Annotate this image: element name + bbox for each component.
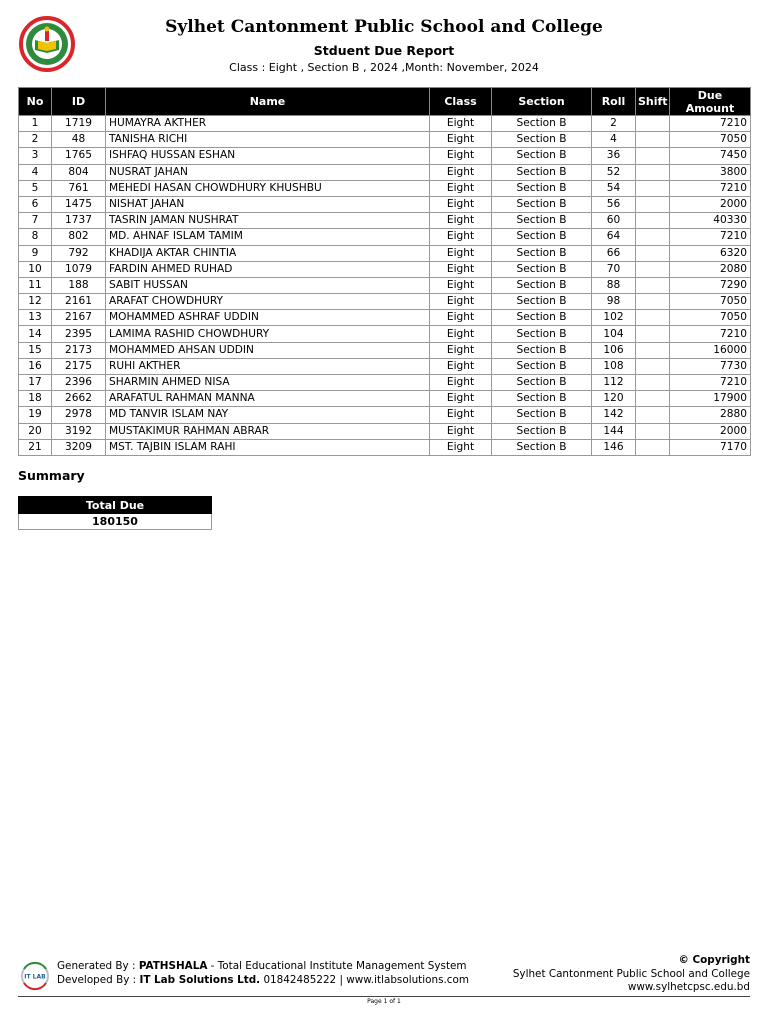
row-shift: [636, 132, 670, 148]
table-row: [19, 375, 751, 391]
table-row: [19, 407, 751, 423]
row-section: Section B: [492, 294, 592, 310]
row-name: ARAFAT CHOWDHURY: [106, 294, 430, 310]
row-due-amount: 7730: [670, 358, 751, 374]
footer-divider: [18, 996, 750, 997]
row-name: MD TANVIR ISLAM NAY: [106, 407, 430, 423]
column-header-section: Section: [492, 88, 592, 116]
row-shift: [636, 213, 670, 229]
row-due-amount: 7450: [670, 148, 751, 164]
summary-title: Summary: [18, 468, 85, 483]
row-due-amount: 16000: [670, 342, 751, 358]
table-row: [19, 310, 751, 326]
column-header-class: Class: [430, 88, 492, 116]
row-shift: [636, 375, 670, 391]
table-row: [19, 116, 751, 132]
row-roll: 144: [592, 423, 636, 439]
table-row: [19, 213, 751, 229]
row-id: 761: [52, 180, 106, 196]
row-section: Section B: [492, 358, 592, 374]
total-due-label: Total Due: [19, 497, 212, 514]
row-name: KHADIJA AKTAR CHINTIA: [106, 245, 430, 261]
row-no: 20: [19, 423, 52, 439]
row-roll: 70: [592, 261, 636, 277]
row-name: ARAFATUL RAHMAN MANNA: [106, 391, 430, 407]
row-roll: 88: [592, 277, 636, 293]
itlab-logo: [18, 961, 52, 991]
row-id: 1475: [52, 196, 106, 212]
page-number: Page 1 of 1: [367, 998, 401, 1005]
row-name: TASRIN JAMAN NUSHRAT: [106, 213, 430, 229]
row-section: Section B: [492, 164, 592, 180]
row-roll: 108: [592, 358, 636, 374]
table-row: [19, 196, 751, 212]
row-class: Eight: [430, 116, 492, 132]
row-due-amount: 2880: [670, 407, 751, 423]
developed-by-line: [57, 973, 469, 987]
column-header-due-amount: Due Amount: [670, 88, 751, 116]
row-section: Section B: [492, 310, 592, 326]
row-no: 19: [19, 407, 52, 423]
row-shift: [636, 164, 670, 180]
row-no: 16: [19, 358, 52, 374]
row-no: 4: [19, 164, 52, 180]
row-id: 3192: [52, 423, 106, 439]
row-shift: [636, 148, 670, 164]
row-class: Eight: [430, 294, 492, 310]
table-row: [19, 358, 751, 374]
row-due-amount: 2000: [670, 196, 751, 212]
row-class: Eight: [430, 342, 492, 358]
row-roll: 2: [592, 116, 636, 132]
row-section: Section B: [492, 261, 592, 277]
row-class: Eight: [430, 196, 492, 212]
row-name: FARDIN AHMED RUHAD: [106, 261, 430, 277]
row-roll: 56: [592, 196, 636, 212]
row-id: 1765: [52, 148, 106, 164]
row-roll: 106: [592, 342, 636, 358]
row-section: Section B: [492, 132, 592, 148]
row-roll: 146: [592, 439, 636, 455]
table-row: [19, 245, 751, 261]
row-no: 6: [19, 196, 52, 212]
row-due-amount: 7050: [670, 310, 751, 326]
row-section: Section B: [492, 213, 592, 229]
row-id: 1719: [52, 116, 106, 132]
table-row: [19, 439, 751, 455]
copyright-label: © Copyright: [678, 954, 750, 966]
row-due-amount: 2000: [670, 423, 751, 439]
row-name: MEHEDI HASAN CHOWDHURY KHUSHBU: [106, 180, 430, 196]
row-id: 48: [52, 132, 106, 148]
row-section: Section B: [492, 196, 592, 212]
row-shift: [636, 342, 670, 358]
row-shift: [636, 326, 670, 342]
table-row: [19, 164, 751, 180]
row-due-amount: 7210: [670, 116, 751, 132]
row-id: 2396: [52, 375, 106, 391]
row-id: 2167: [52, 310, 106, 326]
row-section: Section B: [492, 391, 592, 407]
row-roll: 98: [592, 294, 636, 310]
row-shift: [636, 439, 670, 455]
row-roll: 52: [592, 164, 636, 180]
row-shift: [636, 310, 670, 326]
row-due-amount: 7050: [670, 132, 751, 148]
row-class: Eight: [430, 407, 492, 423]
table-row: [19, 391, 751, 407]
row-due-amount: 7170: [670, 439, 751, 455]
row-class: Eight: [430, 180, 492, 196]
row-name: TANISHA RICHI: [106, 132, 430, 148]
column-header-shift: Shift: [636, 88, 670, 116]
row-roll: 142: [592, 407, 636, 423]
row-no: 1: [19, 116, 52, 132]
row-name: SABIT HUSSAN: [106, 277, 430, 293]
row-due-amount: 7290: [670, 277, 751, 293]
row-name: RUHI AKTHER: [106, 358, 430, 374]
row-class: Eight: [430, 148, 492, 164]
row-section: Section B: [492, 245, 592, 261]
row-section: Section B: [492, 439, 592, 455]
row-no: 14: [19, 326, 52, 342]
row-section: Section B: [492, 229, 592, 245]
generated-by-line: [57, 959, 469, 973]
row-section: Section B: [492, 375, 592, 391]
svg-text:IT LAB: IT LAB: [24, 973, 46, 981]
row-due-amount: 7210: [670, 375, 751, 391]
row-id: 804: [52, 164, 106, 180]
column-header-roll: Roll: [592, 88, 636, 116]
row-roll: 102: [592, 310, 636, 326]
row-class: Eight: [430, 358, 492, 374]
row-roll: 36: [592, 148, 636, 164]
website-link[interactable]: www.sylhetcpsc.edu.bd: [627, 981, 750, 993]
table-row: [19, 261, 751, 277]
table-row: [19, 326, 751, 342]
row-name: MOHAMMED AHSAN UDDIN: [106, 342, 430, 358]
column-header-id: ID: [52, 88, 106, 116]
row-shift: [636, 196, 670, 212]
table-header-row: [19, 88, 751, 116]
row-shift: [636, 277, 670, 293]
row-id: 2161: [52, 294, 106, 310]
row-name: LAMIMA RASHID CHOWDHURY: [106, 326, 430, 342]
row-section: Section B: [492, 116, 592, 132]
row-class: Eight: [430, 261, 492, 277]
table-body: [19, 116, 751, 456]
row-no: 5: [19, 180, 52, 196]
row-no: 2: [19, 132, 52, 148]
row-shift: [636, 180, 670, 196]
row-class: Eight: [430, 439, 492, 455]
row-id: 2173: [52, 342, 106, 358]
row-no: 9: [19, 245, 52, 261]
row-section: Section B: [492, 423, 592, 439]
row-class: Eight: [430, 423, 492, 439]
row-name: MOHAMMED ASHRAF UDDIN: [106, 310, 430, 326]
row-name: MD. AHNAF ISLAM TAMIM: [106, 229, 430, 245]
row-roll: 66: [592, 245, 636, 261]
row-section: Section B: [492, 342, 592, 358]
row-id: 1737: [52, 213, 106, 229]
school-name: Sylhet Cantonment Public School and College: [165, 17, 603, 37]
row-class: Eight: [430, 310, 492, 326]
row-no: 10: [19, 261, 52, 277]
row-roll: 4: [592, 132, 636, 148]
row-name: NUSRAT JAHAN: [106, 164, 430, 180]
row-class: Eight: [430, 245, 492, 261]
row-class: Eight: [430, 277, 492, 293]
row-due-amount: 7210: [670, 180, 751, 196]
row-no: 18: [19, 391, 52, 407]
report-title: Stduent Due Report: [313, 43, 455, 58]
row-section: Section B: [492, 180, 592, 196]
row-due-amount: 7050: [670, 294, 751, 310]
copyright-block: [513, 954, 750, 995]
row-no: 15: [19, 342, 52, 358]
row-roll: 104: [592, 326, 636, 342]
row-shift: [636, 358, 670, 374]
row-name: MST. TAJBIN ISLAM RAHI: [106, 439, 430, 455]
row-class: Eight: [430, 164, 492, 180]
table-row: [19, 180, 751, 196]
row-due-amount: 17900: [670, 391, 751, 407]
summary-table: [18, 496, 212, 530]
row-id: 2662: [52, 391, 106, 407]
row-class: Eight: [430, 391, 492, 407]
row-id: 3209: [52, 439, 106, 455]
row-shift: [636, 294, 670, 310]
row-id: 2978: [52, 407, 106, 423]
row-no: 13: [19, 310, 52, 326]
table-row: [19, 132, 751, 148]
row-no: 3: [19, 148, 52, 164]
row-roll: 112: [592, 375, 636, 391]
row-class: Eight: [430, 326, 492, 342]
row-due-amount: 7210: [670, 229, 751, 245]
row-section: Section B: [492, 407, 592, 423]
row-shift: [636, 261, 670, 277]
row-roll: 54: [592, 180, 636, 196]
row-no: 7: [19, 213, 52, 229]
row-name: ISHFAQ HUSSAN ESHAN: [106, 148, 430, 164]
row-shift: [636, 391, 670, 407]
table-row: [19, 277, 751, 293]
row-no: 12: [19, 294, 52, 310]
row-due-amount: 7210: [670, 326, 751, 342]
row-class: Eight: [430, 132, 492, 148]
row-id: 2395: [52, 326, 106, 342]
row-due-amount: 40330: [670, 213, 751, 229]
row-shift: [636, 407, 670, 423]
row-class: Eight: [430, 229, 492, 245]
row-id: 802: [52, 229, 106, 245]
table-row: [19, 423, 751, 439]
generated-suffix: - Total Educational Institute Management System: [207, 960, 467, 972]
due-report-table: [18, 87, 751, 456]
row-shift: [636, 245, 670, 261]
column-header-no: No: [19, 88, 52, 116]
row-name: HUMAYRA AKTHER: [106, 116, 430, 132]
column-header-name: Name: [106, 88, 430, 116]
table-row: [19, 342, 751, 358]
row-name: NISHAT JAHAN: [106, 196, 430, 212]
table-row: [19, 148, 751, 164]
row-due-amount: 2080: [670, 261, 751, 277]
row-shift: [636, 423, 670, 439]
row-class: Eight: [430, 375, 492, 391]
row-name: SHARMIN AHMED NISA: [106, 375, 430, 391]
table-row: [19, 294, 751, 310]
row-id: 792: [52, 245, 106, 261]
row-section: Section B: [492, 148, 592, 164]
row-roll: 120: [592, 391, 636, 407]
row-no: 8: [19, 229, 52, 245]
row-no: 11: [19, 277, 52, 293]
row-id: 2175: [52, 358, 106, 374]
row-roll: 64: [592, 229, 636, 245]
generated-name: PATHSHALA: [138, 960, 208, 972]
developed-prefix: Developed By :: [57, 974, 140, 986]
row-id: 1079: [52, 261, 106, 277]
developed-suffix: 01842485222 | www.itlabsolutions.com: [260, 974, 469, 986]
row-class: Eight: [430, 213, 492, 229]
row-due-amount: 3800: [670, 164, 751, 180]
copyright-org: Sylhet Cantonment Public School and College: [512, 967, 750, 980]
report-filter-subtitle: Class : Eight , Section B , 2024 ,Month: November, 2024: [229, 61, 539, 74]
row-shift: [636, 116, 670, 132]
row-roll: 60: [592, 213, 636, 229]
generated-by-block: [57, 959, 469, 987]
generated-prefix: Generated By :: [57, 960, 139, 972]
row-section: Section B: [492, 326, 592, 342]
row-no: 17: [19, 375, 52, 391]
row-shift: [636, 229, 670, 245]
row-no: 21: [19, 439, 52, 455]
row-due-amount: 6320: [670, 245, 751, 261]
developed-name: IT Lab Solutions Ltd.: [139, 974, 261, 986]
row-id: 188: [52, 277, 106, 293]
row-section: Section B: [492, 277, 592, 293]
row-name: MUSTAKIMUR RAHMAN ABRAR: [106, 423, 430, 439]
total-due-value: 180150: [19, 514, 212, 530]
table-row: [19, 229, 751, 245]
